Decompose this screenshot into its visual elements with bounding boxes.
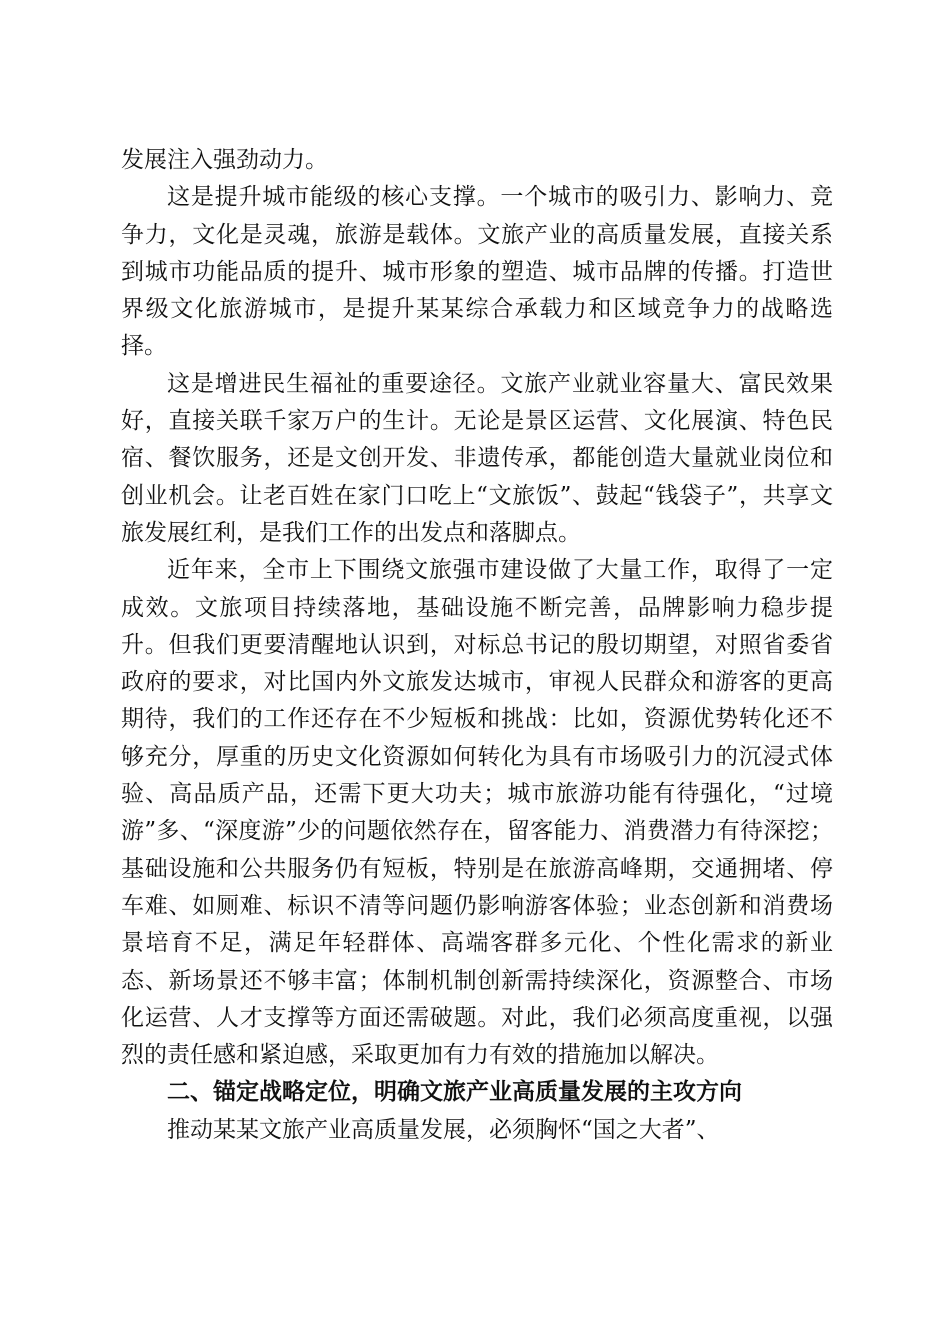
paragraph-recent-years: 近年来，全市上下围绕文旅强市建设做了大量工作，取得了一定成效。文旅项目持续落地，基础设施不断完善，品牌影响力稳步提升。但我们更要清醒地认识到，对标总书记的殷切期望，对照省委省政府的要求，对比国内外文旅发达城市，审视人民群众和游客的更高期待，我们的工作还存在不少短板和挑战：比如，资源优势转化还不够充分，厚重的历史文化资源如何转化为具有市场吸引力的沉浸式体验、高品质产品，还需下更大功夫；城市旅游功能有待强化，“过境游”多、“深度游”少的问题依然存在，留客能力、消费潜力有待深挖；基础设施和公共服务仍有短板，特别是在旅游高峰期，交通拥堵、停车难、如厕难、标识不清等问题仍影响游客体验；业态创新和消费场景培育不足，满足年轻群体、高端客群多元化、个性化需求的新业态、新场景还不够丰富；体制机制创新需持续深化，资源整合、市场化运营、人才支撑等方面还需破题。对此，我们必须高度重视，以强烈的责任感和紧迫感，采取更加有力有效的措施加以解决。 <box>121 557 833 1069</box>
paragraph-continuation: 发展注入强劲动力。 <box>121 147 328 173</box>
paragraph-section-intro: 推动某某文旅产业高质量发展，必须胸怀“国之大者”、 <box>167 1116 720 1143</box>
paragraph-livelihood: 这是增进民生福祉的重要途径。文旅产业就业容量大、富民效果好，直接关联千家万户的生计。无论是景区运营、文化展演、特色民宿、餐饮服务，还是文创开发、非遗传承，都能创造大量就业岗位和创业机会。让老百姓在家门口吃上“文旅饭”、鼓起“钱袋子”，共享文旅发展红利，是我们工作的出发点和落脚点。 <box>121 370 833 546</box>
document-body <box>121 142 833 1149</box>
paragraph-core-support: 这是提升城市能级的核心支撑。一个城市的吸引力、影响力、竞争力，文化是灵魂，旅游是载体。文旅产业的高质量发展，直接关系到城市功能品质的提升、城市形象的塑造、城市品牌的传播。打造世界级文化旅游城市，是提升某某综合承载力和区域竞争力的战略选择。 <box>121 184 833 360</box>
section-heading: 二、锚定战略定位，明确文旅产业高质量发展的主攻方向 <box>167 1079 742 1106</box>
